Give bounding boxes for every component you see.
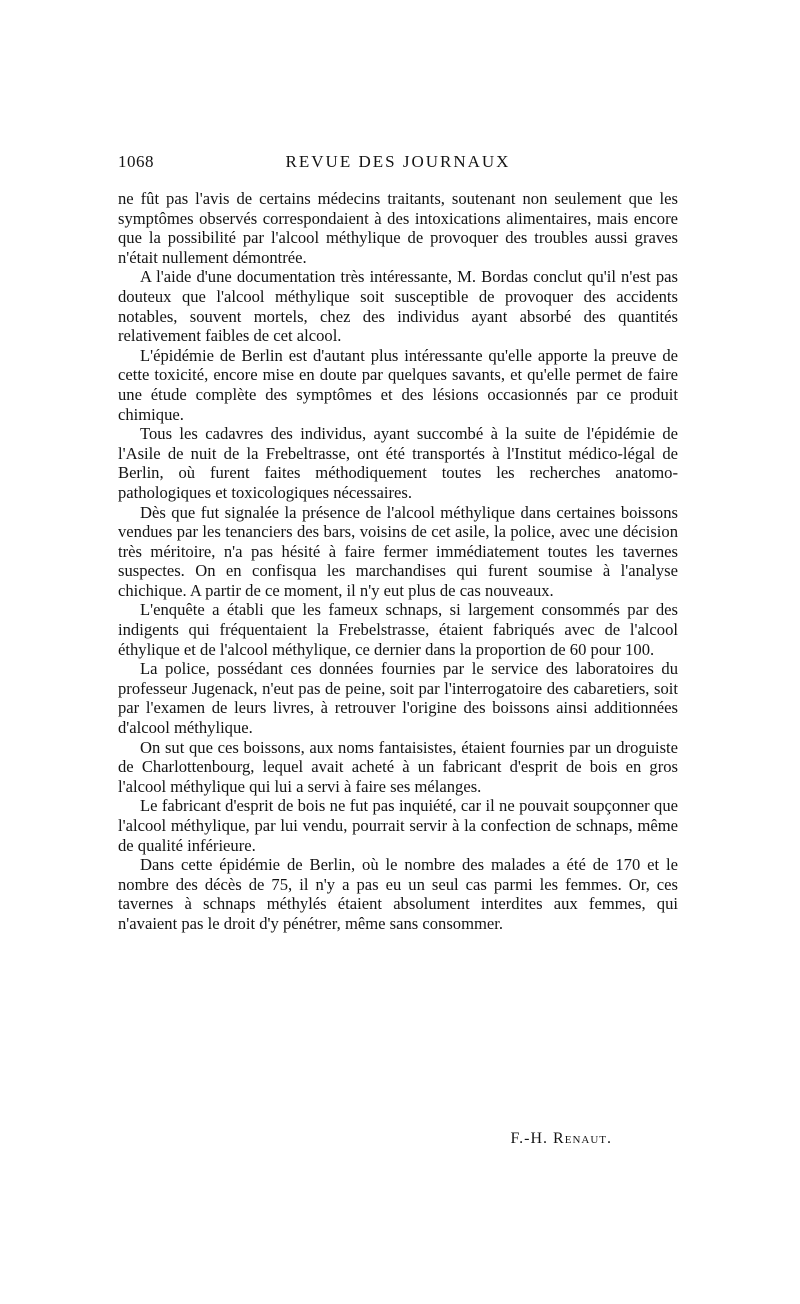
paragraph-druggist: On sut que ces boissons, aux noms fantaisistes, étaient fournies par un droguiste de Charlottenbourg, lequel avait acheté à un fabricant d'esprit de bois en gros l'alcool méthylique qui lui a servi à faire ses mélanges.: [118, 737, 678, 796]
journal-title: REVUE DES JOURNAUX: [285, 152, 511, 171]
paragraph-statistics: Dans cette épidémie de Berlin, où le nombre des malades a été de 170 et le nombre des décès de 75, il n'y a pas eu un seul cas parmi les femmes. Or, ces tavernes à schnaps méthylés étaient absolument interdites aux femmes, qui n'avaient pas le droit d'y pénétrer, même sans consommer.: [118, 855, 678, 933]
running-header: [118, 152, 678, 176]
paragraph-cadavers: Tous les cadavres des individus, ayant succombé à la suite de l'épidémie de l'Asile de nuit de la Frebeltrasse, ont été transportés à l'Institut médico-légal de Berlin, où furent faites méthodiquement toutes les recherches anatomo-pathologiques et toxicologiques nécessaires.: [118, 424, 678, 502]
page-number: 1068: [118, 152, 154, 171]
paragraph-bordas-conclusion: A l'aide d'une documentation très intéressante, M. Bordas conclut qu'il n'est pas douteux que l'alcool méthylique soit susceptible de provoquer des accidents notables, souvent mortels, chez des individus ayant absorbé des quantités relativement faibles de cet alcool.: [118, 267, 678, 346]
paragraph-police-action: Dès que fut signalée la présence de l'alcool méthylique dans certaines boissons vendues par les tenanciers des bars, voisins de cet asile, la police, avec une décision très méritoire, n'a pas hésité à faire fermer immédiatement toutes les tavernes suspectes. On en confisqua les marchandises qui furent soumise à l'analyse chichique. A partir de ce moment, il n'y eut plus de cas nouveaux.: [118, 502, 678, 600]
paragraph-laboratory: La police, possédant ces données fournies par le service des laboratoires du professeur Jugenack, n'eut pas de peine, soit par l'interrogatoire des cabaretiers, soit par l'examen de leurs livres, à retrouver l'origine des boissons ainsi additionnées d'alcool méthylique.: [118, 659, 678, 738]
paragraph-continuation: ne fût pas l'avis de certains médecins traitants, soutenant non seulement que les symptômes observés correspondaient à des intoxications alimentaires, mais encore que la possibilité par l'alcool méthylique de provoquer des troubles aussi graves n'était nullement démontrée.: [118, 189, 678, 267]
paragraph-manufacturer: Le fabricant d'esprit de bois ne fut pas inquiété, car il ne pouvait soupçonner que l'alcool méthylique, par lui vendu, pourrait servir à la confection de schnaps, même de qualité inférieure.: [118, 796, 678, 855]
paragraph-inquiry: L'enquête a établi que les fameux schnaps, si largement consommés par des indigents qui fréquentaient la Frebelstrasse, étaient fabriqués avec de l'alcool éthylique et de l'alcool méthylique, ce dernier dans la proportion de 60 pour 100.: [118, 600, 678, 659]
author-signature: F.-H. Renaut.: [510, 1130, 612, 1147]
article-body: [118, 189, 678, 934]
paragraph-berlin-epidemic: L'épidémie de Berlin est d'autant plus intéressante qu'elle apporte la preuve de cette toxicité, encore mise en doute par quelques savants, et qu'elle permet de faire une étude complète des symptômes et des lésions occasionnés par ce produit chimique.: [118, 345, 678, 424]
